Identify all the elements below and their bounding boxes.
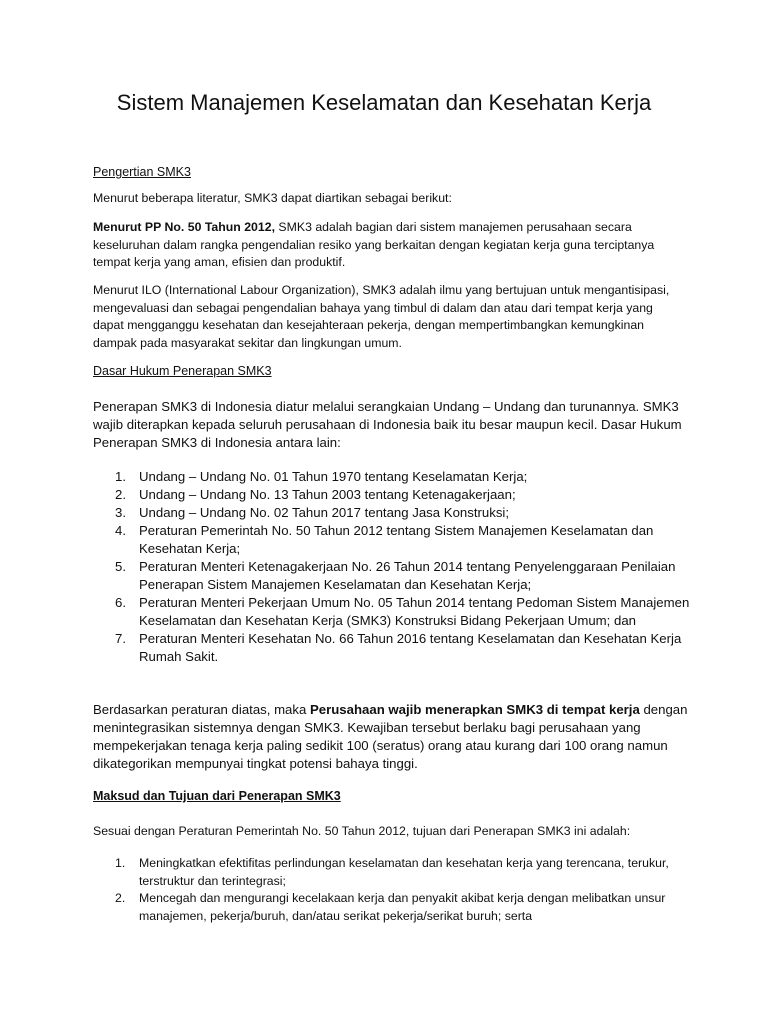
- list-item-text: Meningkatkan efektifitas perlindungan keselamatan dan kesehatan kerja yang terencana, terukur, terstruktur dan terintegrasi;: [139, 856, 669, 888]
- list-item-number: 6.: [115, 595, 126, 610]
- list-item: [93, 558, 693, 594]
- list-item-number: 5.: [115, 559, 126, 574]
- list-item-text: Peraturan Menteri Pekerjaan Umum No. 05 Tahun 2014 tentang Pedoman Sistem Manajemen Keselamatan dan Kesehatan Kerja (SMK3) Konstruksi Bidang Pekerjaan Umum; dan: [139, 595, 690, 628]
- list-item: [93, 486, 693, 504]
- paragraph-intro: Menurut beberapa literatur, SMK3 dapat diartikan sebagai berikut:: [93, 191, 452, 205]
- list-item-text: Undang – Undang No. 02 Tahun 2017 tentang Jasa Konstruksi;: [139, 505, 510, 520]
- list-item: [93, 855, 693, 890]
- legal-basis-list: [93, 468, 693, 666]
- conclusion-pre-text: Berdasarkan peraturan diatas, maka: [93, 702, 310, 717]
- list-item: [93, 504, 693, 522]
- list-item-text: Undang – Undang No. 01 Tahun 1970 tentang Keselamatan Kerja;: [139, 469, 528, 484]
- page-title: Sistem Manajemen Keselamatan dan Kesehatan Kerja: [116, 90, 652, 115]
- list-item-text: Peraturan Menteri Kesehatan No. 66 Tahun 2016 tentang Keselamatan dan Kesehatan Kerja Rumah Sakit.: [139, 631, 682, 664]
- section-heading-maksud-tujuan: Maksud dan Tujuan dari Penerapan SMK3: [93, 789, 341, 803]
- list-item: [93, 890, 693, 925]
- paragraph-dasar-hukum-intro: Penerapan SMK3 di Indonesia diatur melalui serangkaian Undang – Undang dan turunannya. SMK3 wajib diterapkan kepada seluruh perusahaan di Indonesia baik itu besar maupun kecil. Dasar Hukum Penerapan SMK3 di Indonesia antara lain:: [93, 399, 682, 450]
- conclusion-post-text: dengan menintegrasikan sistemnya dengan SMK3. Kewajiban tersebut berlaku bagi perusahaan yang mempekerjakan tenaga kerja paling sedikit 100 (seratus) orang atau kurang dari 100 orang namun dikategorikan mempunyai tingkat potensi bahaya tinggi.: [93, 702, 688, 771]
- pp-lead-text: Menurut PP No. 50 Tahun 2012,: [93, 220, 275, 234]
- objectives-list: [93, 855, 693, 925]
- list-item-text: Peraturan Menteri Ketenagakerjaan No. 26 Tahun 2014 tentang Penyelenggaraan Penilaian Penerapan Sistem Manajemen Keselamatan dan Kesehatan Kerja;: [139, 559, 676, 592]
- list-item-number: 1.: [115, 856, 126, 870]
- section-heading-pengertian: Pengertian SMK3: [93, 165, 191, 179]
- list-item: [93, 468, 693, 486]
- list-item-number: 7.: [115, 631, 126, 646]
- conclusion-bold-text: Perusahaan wajib menerapkan SMK3 di tempat kerja: [309, 702, 640, 717]
- list-item-number: 3.: [115, 505, 126, 520]
- paragraph-pp: [93, 219, 685, 272]
- list-item-text: Peraturan Pemerintah No. 50 Tahun 2012 tentang Sistem Manajemen Keselamatan dan Kesehatan Kerja;: [139, 523, 654, 556]
- list-item-number: 2.: [115, 487, 126, 502]
- section-heading-dasar-hukum: Dasar Hukum Penerapan SMK3: [93, 364, 272, 378]
- pp-body-text: SMK3 adalah bagian dari sistem manajemen perusahaan secara keseluruhan dalam rangka pengendalian resiko yang berkaitan dengan kegiatan kerja guna terciptanya tempat kerja yang aman, efisien dan produktif.: [93, 220, 655, 269]
- list-item: [93, 522, 693, 558]
- paragraph-tujuan-intro: Sesuai dengan Peraturan Pemerintah No. 50 Tahun 2012, tujuan dari Penerapan SMK3 ini adalah:: [93, 824, 631, 838]
- list-item-number: 4.: [115, 523, 126, 538]
- list-item-text: Undang – Undang No. 13 Tahun 2003 tentang Ketenagakerjaan;: [139, 487, 516, 502]
- list-item-number: 1.: [115, 469, 126, 484]
- paragraph-ilo: Menurut ILO (International Labour Organization), SMK3 adalah ilmu yang bertujuan untuk mengantisipasi, mengevaluasi dan sebagai pengendalian bahaya yang timbul di dalam dan atau dari tempat kerja yang dapat mengganggu kesehatan dan kesejahteraan pekerja, dengan mempertimbangkan kemungkinan dampak pada masyarakat sekitar dan lingkungan umum.: [93, 283, 670, 350]
- list-item-number: 2.: [115, 891, 126, 905]
- list-item: [93, 594, 693, 630]
- list-item-text: Mencegah dan mengurangi kecelakaan kerja dan penyakit akibat kerja dengan melibatkan unsur manajemen, pekerja/buruh, dan/atau serikat pekerja/serikat buruh; serta: [139, 891, 666, 923]
- list-item: [93, 630, 693, 666]
- paragraph-conclusion: [93, 701, 693, 773]
